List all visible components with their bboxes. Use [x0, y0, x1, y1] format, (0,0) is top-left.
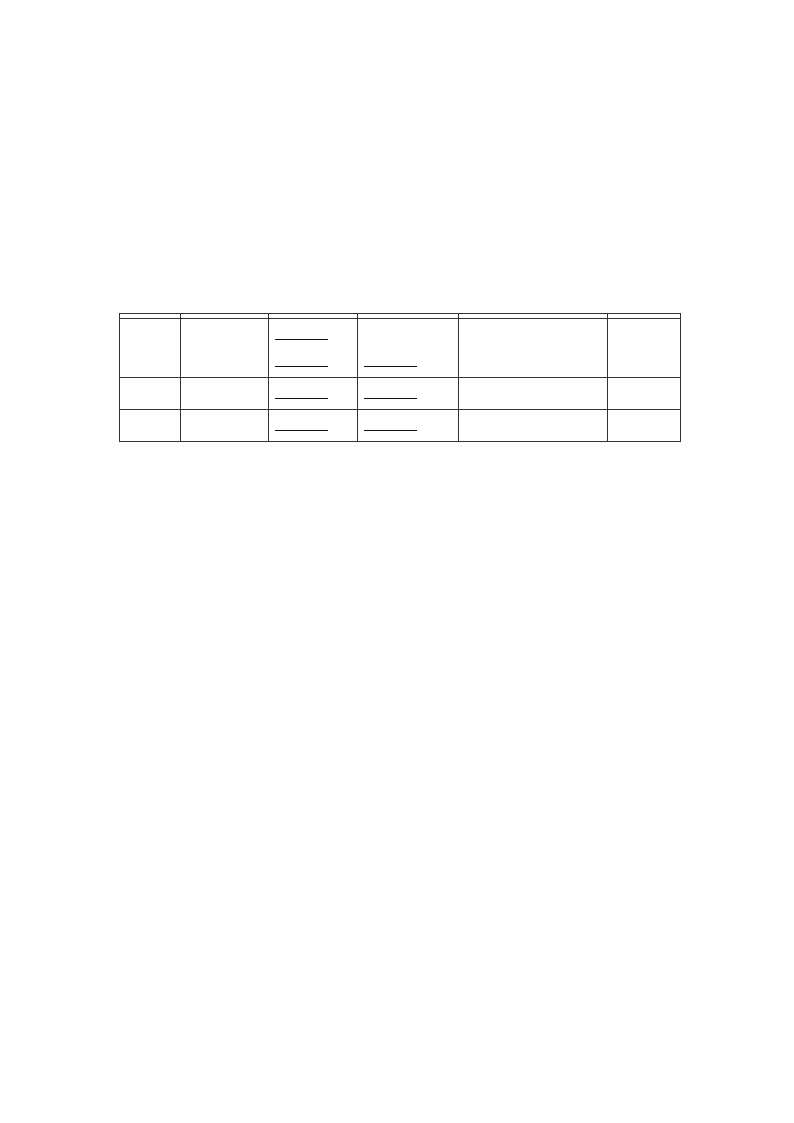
relation-cell — [459, 378, 608, 410]
table-row — [120, 319, 681, 378]
blank[interactable] — [364, 382, 417, 399]
observe-cell — [181, 319, 269, 378]
group-cell — [120, 378, 181, 410]
structure-cell — [269, 378, 358, 410]
relation-cell — [459, 410, 608, 442]
observe-cell — [181, 410, 269, 442]
example-cell — [608, 410, 681, 442]
relation-cell — [459, 319, 608, 378]
group-cell — [120, 319, 181, 378]
life-cell — [358, 378, 459, 410]
example-cell — [608, 319, 681, 378]
microbe-table — [119, 313, 681, 442]
group-cell — [120, 410, 181, 442]
life-cell — [358, 410, 459, 442]
table-row — [120, 410, 681, 442]
structure-cell — [269, 410, 358, 442]
blank[interactable] — [275, 382, 328, 399]
blank[interactable] — [275, 323, 328, 340]
life-cell — [358, 319, 459, 378]
blank[interactable] — [364, 414, 417, 431]
blank[interactable] — [364, 350, 417, 367]
structure-cell — [269, 319, 358, 378]
observe-cell — [181, 378, 269, 410]
example-cell — [608, 378, 681, 410]
table-row — [120, 378, 681, 410]
blank[interactable] — [275, 414, 328, 431]
blank[interactable] — [275, 350, 328, 367]
